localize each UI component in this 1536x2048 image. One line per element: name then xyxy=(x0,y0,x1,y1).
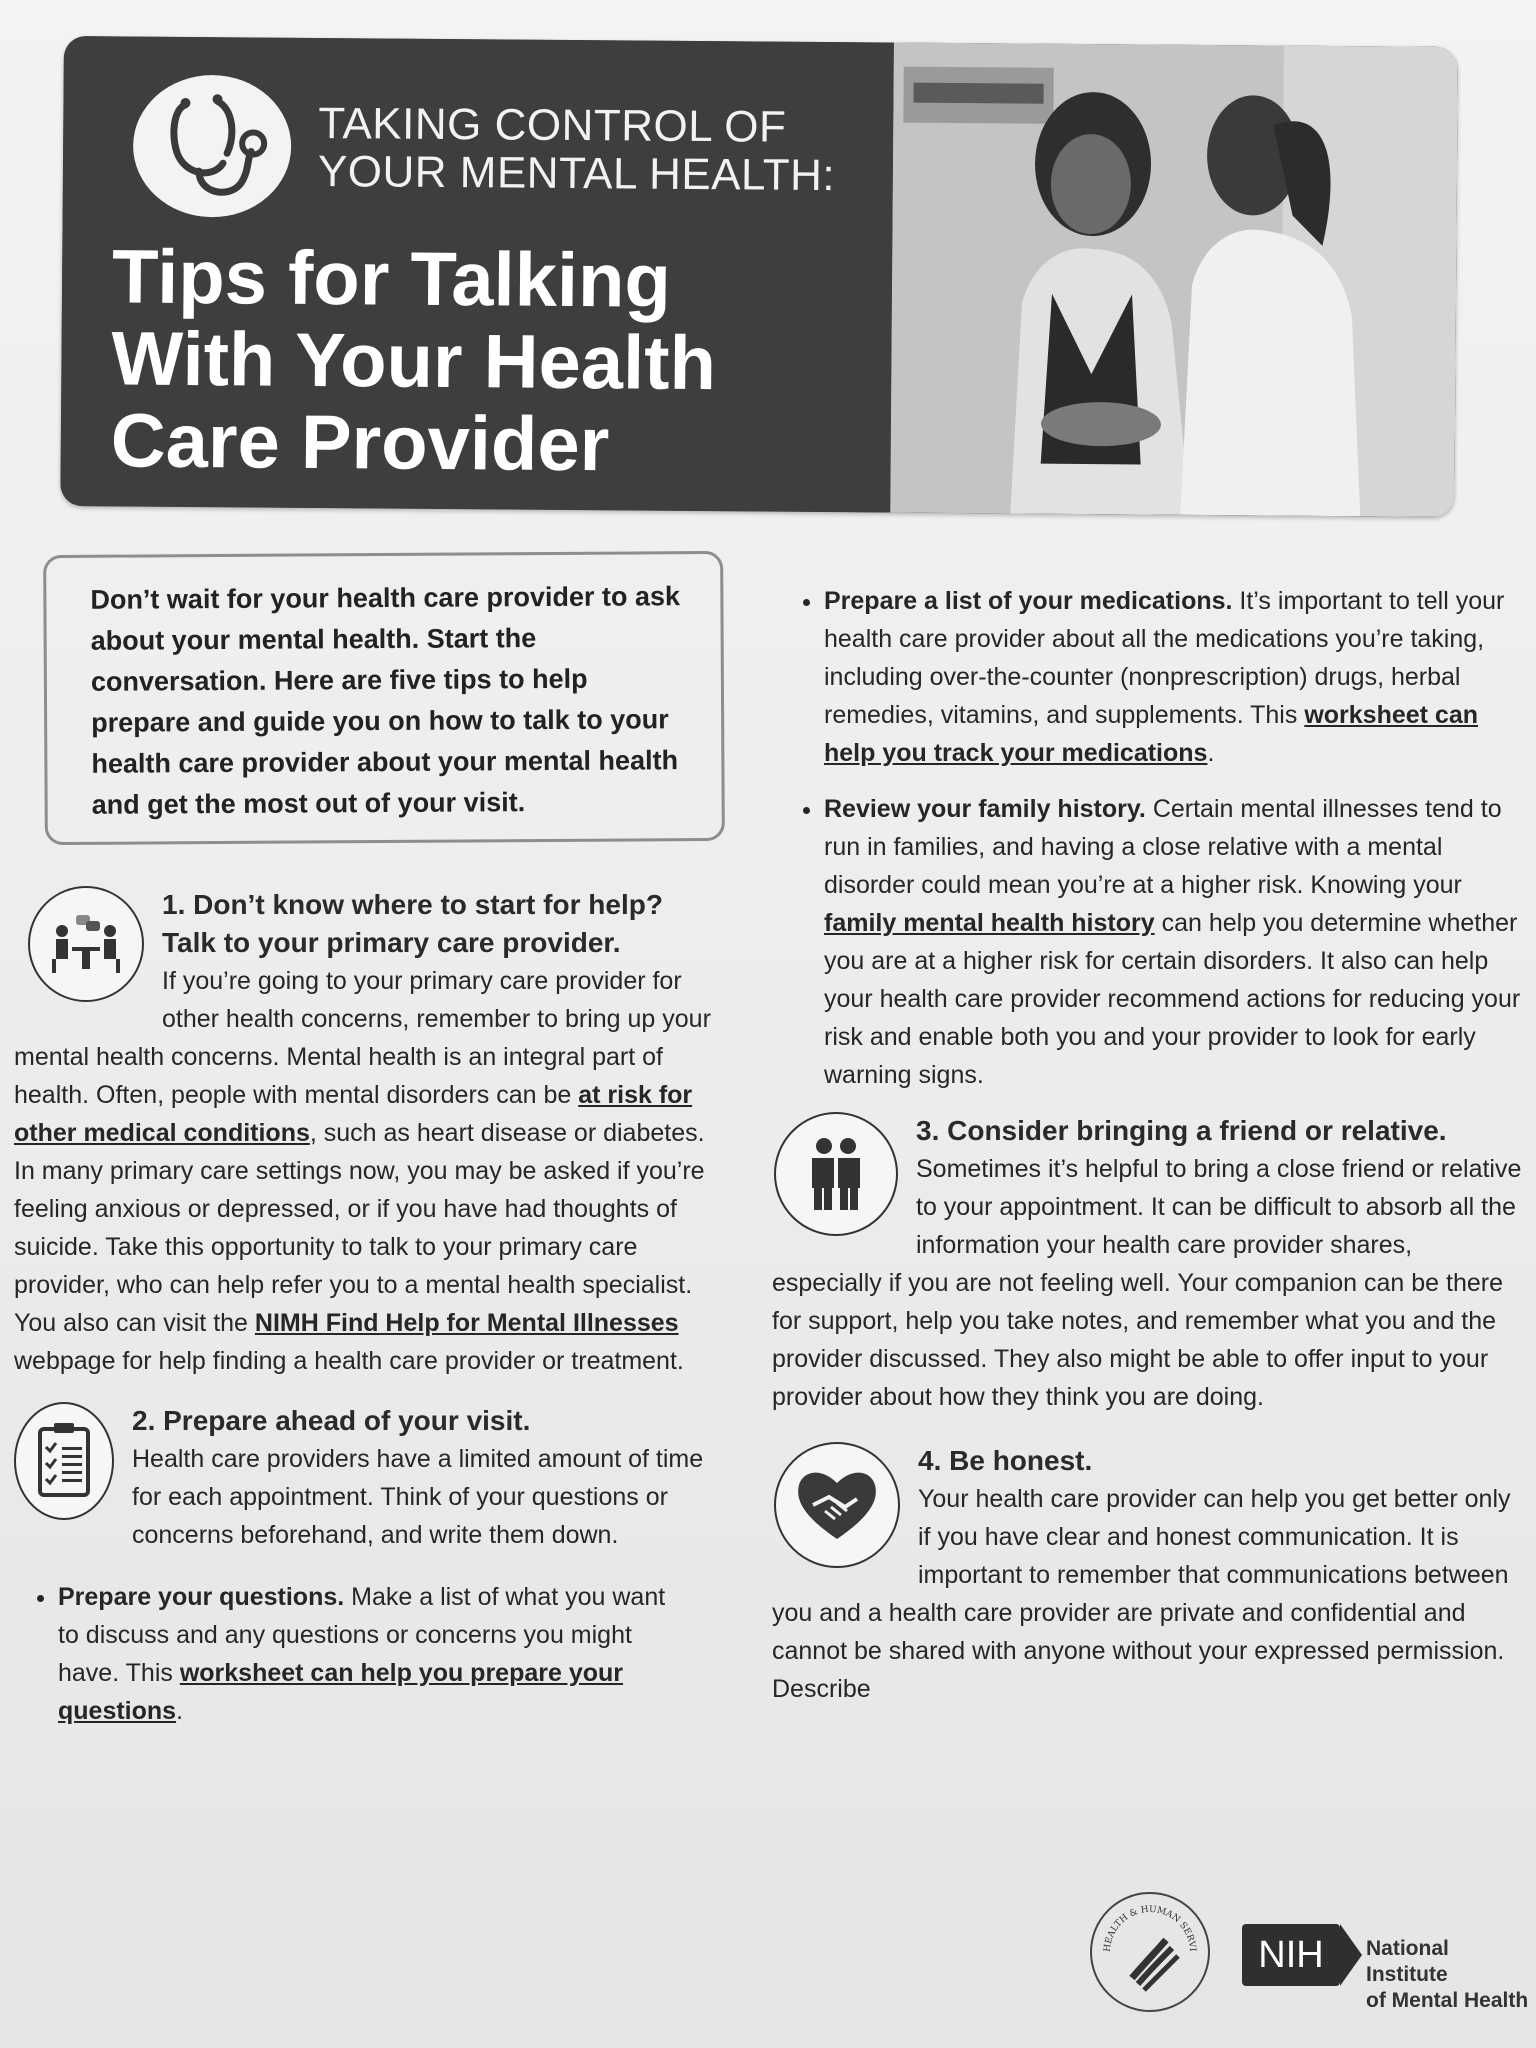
intro-box xyxy=(43,551,725,845)
tip-2 xyxy=(14,1402,726,1748)
right-column xyxy=(772,582,1524,1730)
nih-logo: NIH xyxy=(1242,1924,1340,1986)
link-worksheet-medications[interactable]: worksheet can help you track your medications xyxy=(824,701,1478,767)
tip-1-body-part1: If you’re going to your primary care provider for other health concerns, remember to bring up your mental health concerns. Mental health is an integral part of health. Often, people with mental disorders can be xyxy=(14,967,711,1109)
heart-handshake-icon xyxy=(774,1442,900,1568)
svg-text:HEALTH & HUMAN SERVICES xyxy=(1092,1894,1197,1952)
tip-1-body-part2: , such as heart disease or diabetes. In many primary care settings now, you may be asked if you’re feeling anxious or depressed, or if you have had thoughts of suicide. Take this opportunity to talk to your primary care provider, who can help refer you to a mental health specialist. You also can visit the xyxy=(14,1119,705,1337)
tip-3-title: 3. Consider bringing a friend or relative. xyxy=(916,1115,1447,1146)
two-people-icon xyxy=(774,1112,898,1236)
header-kicker xyxy=(318,100,836,200)
left-column xyxy=(14,880,726,1770)
bullet-family-history-text: Certain mental illnesses tend to run in families, and having a close relative with a mental disorder could mean you’re at a higher risk. Knowing your xyxy=(824,795,1502,899)
tip-4-body: Your health care provider can help you get better only if you have clear and honest communication. It is important to remember that communications between you and a health care provider are private and confidential and cannot be shared with anyone without your expressed permission. Describe xyxy=(772,1485,1511,1703)
tip-3-body: Sometimes it’s helpful to bring a close friend or relative to your appointment. It can be difficult to absorb all the information your health care provider shares, especially if you are not feeling well. Your companion can be there for support, help you take notes, and remember what you and the provider discussed. They also might be able to offer input to your provider about how they think you are doing. xyxy=(772,1155,1522,1411)
link-nimh-find-help[interactable]: NIMH Find Help for Mental Illnesses xyxy=(254,1309,679,1337)
tip-1-title-line1: 1. Don’t know where to start for help? xyxy=(162,889,663,920)
tip-2-body: Health care providers have a limited amount of time for each appointment. Think of your questions or concerns beforehand, and write them down. xyxy=(132,1445,704,1549)
footer-logos xyxy=(1090,1892,1536,2022)
bullet-prepare-questions-lead: Prepare your questions. xyxy=(58,1583,345,1611)
tip-1-title-line2: Talk to your primary care provider. xyxy=(162,927,621,958)
tip-1 xyxy=(14,886,726,1380)
page-title-line1: Tips for Talking xyxy=(111,234,672,324)
bullet-medications xyxy=(824,582,1524,772)
page-title xyxy=(110,236,716,487)
hhs-seal-text: HEALTH & HUMAN SERVI xyxy=(1102,1904,1198,1953)
tip-2-title: 2. Prepare ahead of your visit. xyxy=(132,1405,531,1436)
tip-3 xyxy=(772,1112,1524,1416)
bullet-family-history-end: can help you determine whether you are at a higher risk for certain disorders. It also can help your health care provider recommend actions for reducing your risk and enable both you and your provider to look for early warning signs. xyxy=(824,909,1521,1089)
bullet-prepare-questions xyxy=(58,1578,678,1730)
link-family-history[interactable]: family mental health history xyxy=(824,909,1155,937)
header-kicker-line2: YOUR MENTAL HEALTH: xyxy=(317,146,836,201)
tip-4 xyxy=(772,1442,1524,1708)
bullet-prepare-questions-text: Make a list of what you want to discuss and any questions or concerns you might have. This xyxy=(58,1583,666,1687)
header-kicker-line1: TAKING CONTROL OF xyxy=(318,99,787,152)
nimh-name-line2: of Mental Health xyxy=(1366,1989,1529,2012)
stethoscope-icon xyxy=(133,75,292,218)
nih-logo-arrow xyxy=(1340,1924,1362,1986)
tip-4-title: 4. Be honest. xyxy=(918,1445,1093,1476)
header-text-panel xyxy=(60,36,894,513)
bullet-medications-text: It’s important to tell your health care provider about all the medications you’re taking, including over-the-counter (nonprescription) drugs, herbal remedies, vitamins, and supplements. This xyxy=(824,587,1505,729)
clipboard-icon xyxy=(14,1402,114,1520)
bullet-family-history xyxy=(824,790,1524,1094)
page-title-line2: With Your Health xyxy=(111,316,717,407)
bullet-prepare-questions-end: . xyxy=(176,1697,184,1725)
tip-1-body xyxy=(14,962,726,1380)
link-risk-other-conditions[interactable]: at risk for other medical conditions xyxy=(14,1081,693,1147)
nimh-name xyxy=(1366,1936,1536,2014)
nimh-name-line1: National Institute xyxy=(1366,1937,1449,1986)
tip-2-bullets-right xyxy=(772,582,1524,1094)
header-photo xyxy=(890,43,1458,517)
bullet-medications-lead: Prepare a list of your medications. xyxy=(824,587,1233,615)
bullet-medications-end: . xyxy=(1207,739,1215,767)
hhs-seal xyxy=(1090,1892,1210,2012)
page-title-line3: Care Provider xyxy=(110,398,610,488)
link-worksheet-questions[interactable]: worksheet can help you prepare your questions xyxy=(58,1659,624,1725)
intro-text: Don’t wait for your health care provider to ask about your mental health. Start the conversation. Here are five tips to help prepare and guide you on how to talk to your health care provider about your mental health and get the most out of your visit. xyxy=(90,581,681,820)
conversation-icon xyxy=(28,886,144,1002)
tip-1-body-part3: webpage for help finding a health care provider or treatment. xyxy=(14,1347,684,1375)
tip-2-bullets-left xyxy=(14,1578,678,1730)
header-banner xyxy=(60,36,1458,517)
bullet-family-history-lead: Review your family history. xyxy=(824,795,1146,823)
